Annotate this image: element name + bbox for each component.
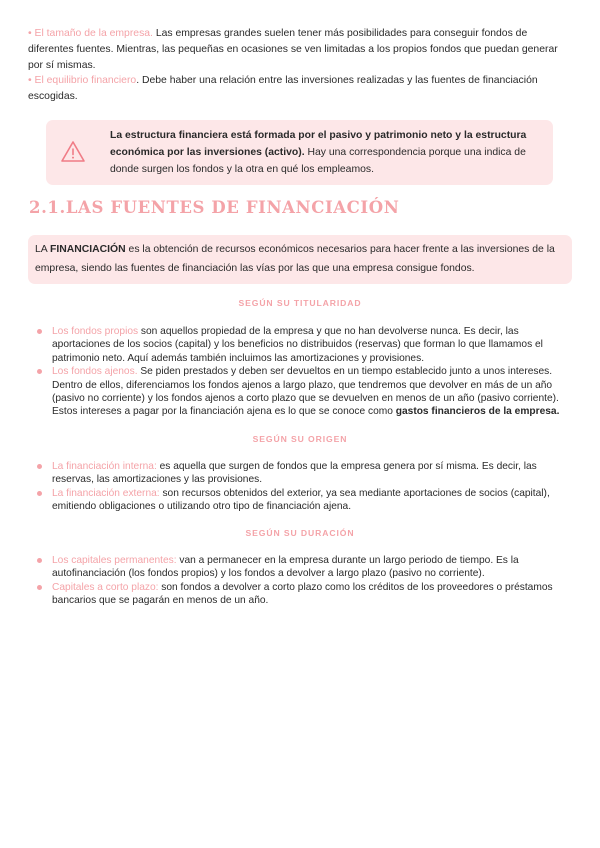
callout-bold-text: La estructura financiera está formada por el pasivo y patrimonio neto y la estructura económica por las inversiones (activo).: [110, 130, 527, 158]
list-item-text: son fondos a devolver a corto plazo como los créditos de los proveedores o préstamos bancarios que se pagarán en menos de un año.: [52, 581, 553, 607]
definition-box: [28, 235, 572, 284]
subheading-titularidad: SEGÚN SU TITULARIDAD: [238, 298, 362, 308]
definition-text: [35, 240, 567, 278]
bullet-dot-icon: [37, 464, 42, 469]
list-item-text: es aquella que surgen de fondos que la empresa genera por sí misma. Es decir, las reservas, las amortizaciones y las provisiones.: [52, 461, 537, 486]
definition-prefix: LA: [35, 244, 51, 255]
section-heading: 2.1.LAS FUENTES DE FINANCIACIÓN: [29, 198, 400, 217]
list-item-term: Los capitales permanentes:: [52, 555, 177, 566]
intro-balance-label: • El equilibrio financiero: [28, 75, 137, 86]
list-item: [36, 325, 566, 365]
list-item: [36, 460, 566, 487]
callout-box: [46, 120, 553, 185]
list-item-term: La financiación interna:: [52, 461, 157, 472]
definition-term: FINANCIACIÓN: [50, 244, 126, 255]
list-item-term: Capitales a corto plazo:: [52, 581, 159, 593]
list-titularidad: [36, 325, 566, 419]
warning-triangle-icon: [60, 139, 86, 165]
intro-size-text: Las empresas grandes suelen tener más posibilidades para conseguir fondos de diferentes fuentes. Mientras, las pequeñas en ocasiones se ven limitadas a los propios fondos que puedan generar por sí mismas.: [28, 28, 558, 71]
list-origen: [36, 460, 566, 514]
list-item-tail: .: [556, 406, 560, 418]
list-item: [36, 554, 566, 581]
list-item: [36, 581, 566, 608]
intro-balance-text: . Debe haber una relación entre las inversiones realizadas y las fuentes de financiación escogidas.: [28, 75, 538, 102]
list-item-text: son aquellos propiedad de la empresa y que no han devolverse nunca. Es decir, las aportaciones de los socios (capital) y los beneficios no distribuidos (reservas) que forman lo que llamamos el patrimonio neto. Aquí además también incluimos las amortizaciones y provisiones.: [52, 326, 543, 364]
list-item: [36, 487, 566, 514]
bullet-dot-icon: [37, 491, 42, 496]
bullet-dot-icon: [37, 329, 42, 334]
list-item: [36, 365, 566, 419]
list-item-text: son recursos obtenidos del exterior, ya sea mediante aportaciones de socios (capital), emitiendo obligaciones o utilizando otro tipo de financiación ajena.: [52, 487, 550, 513]
list-item-term: La financiación externa:: [52, 487, 160, 499]
list-duracion: [36, 554, 566, 608]
definition-body: es la obtención de recursos económicos necesarios para hacer frente a las inversiones de la empresa, siendo las fuentes de financiación las vías por las que una empresa consigue fondos.: [35, 244, 555, 274]
list-item-term: Los fondos propios: [52, 326, 139, 337]
list-item-term: Los fondos ajenos.: [52, 366, 138, 378]
callout-body-text: Hay una correspondencia porque una indica de donde surgen los fondos y la otra en qué los empleamos.: [110, 147, 526, 175]
list-item-text: Se piden prestados y deben ser devueltos en un tiempo establecido junto a unos intereses. Dentro de ellos, diferenciamos los fondos ajenos a largo plazo, que tendremos que devolver en más de un año (pasivo no corriente) y los fondos ajenos a corto plazo que se devuelven en menos de un año (pasivo corriente). Estos intereses a pagar por la financiación ajena es lo que se conoce como: [52, 366, 559, 418]
intro-paragraph-balance: [28, 73, 574, 105]
list-item-bold: gastos financieros de la empresa: [395, 406, 557, 418]
subheading-duracion: SEGÚN SU DURACIÓN: [245, 528, 355, 538]
bullet-dot-icon: [37, 558, 42, 563]
bullet-dot-icon: [37, 585, 42, 590]
intro-size-label: • El tamaño de la empresa.: [28, 28, 153, 39]
subheading-origen: SEGÚN SU ORIGEN: [252, 434, 348, 444]
intro-paragraph-size: [28, 26, 574, 74]
bullet-dot-icon: [37, 369, 42, 374]
list-item-text: van a permanecer en la empresa durante un largo periodo de tiempo. Es la autofinanciación (los fondos propios) y los fondos a devolver a largo plazo (pasivo no corriente).: [52, 555, 519, 580]
callout-text: [110, 127, 546, 178]
